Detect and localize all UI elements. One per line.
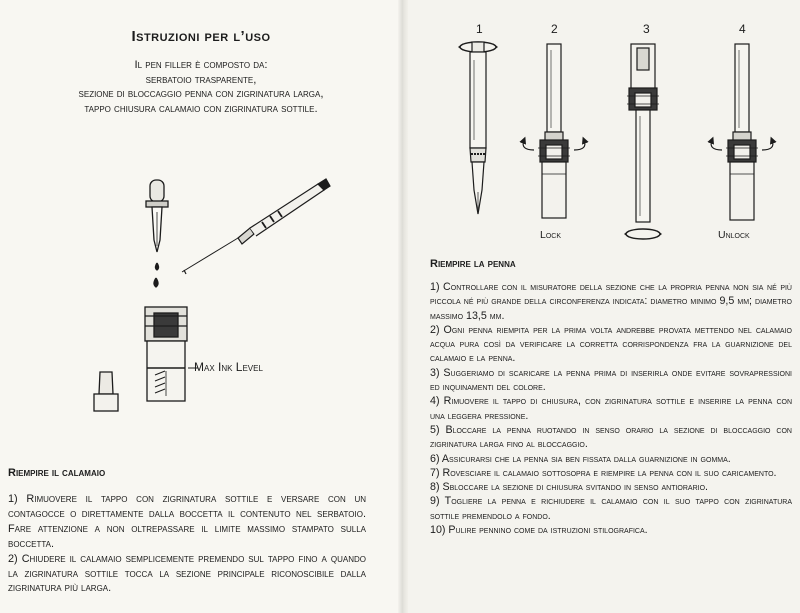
step-number: 2 (551, 22, 558, 36)
unlock-label: Unlock (718, 229, 750, 241)
penna-steps (430, 280, 792, 537)
list-item: 2) Ogni penna riempita per la prima volta andrebbe provata mettendo nel calamaio acqua pura così da verificare la corretta corrispondenza fra la guarnizione del calamaio e la penna. (430, 323, 792, 365)
list-item: 6) Assicurarsi che la penna sia ben fissata dalla guarnizione in gomma. (430, 452, 731, 465)
step-2-insert-icon (523, 44, 585, 218)
list-item: 1) Rimuovere il tappo con zigrinatura sottile e versare con un contagocce o direttamente dalla boccetta il contenuto nel serbatoio. Fare attenzione a non oltrepassare il limite massimo stampato sulla boccetta. (8, 493, 366, 550)
step-1-pen-icon (459, 42, 497, 214)
list-item: 3) Suggeriamo di scaricare la penna prima di inserirla onde evitare sovrapressioni ed inquinamenti del colore. (430, 366, 792, 394)
intro-line: serbatoio trasparente, (145, 73, 257, 86)
penna-section-title: Riempire la penna (430, 258, 516, 270)
step-4-unlock-icon (711, 44, 773, 220)
pen-filler-steps-illustration (0, 0, 800, 250)
intro-line: Il pen filler è composto da: (134, 59, 268, 71)
list-item: 5) Bloccare la penna ruotando in senso orario la sezione di bloccaggio con zigrinatura larga fino al bloccaggio. (430, 423, 792, 451)
max-ink-level-label: Max Ink Level (194, 360, 263, 374)
step-number: 1 (476, 22, 483, 36)
calamaio-steps (8, 492, 366, 596)
step-number: 3 (643, 22, 650, 36)
list-item: 4) Rimuovere il tappo di chiusura, con zigrinatura sottile e inserire la penna con una leggera pressione. (430, 395, 792, 422)
page-title: Istruzioni per l’uso (131, 28, 271, 45)
list-item: 9) Togliere la penna e richiudere il calamaio con il suo tappo con zigrinatura sottile premendolo a fondo. (430, 495, 792, 522)
intro-line: tappo chiusura calamaio con zigrinatura sottile. (84, 102, 318, 115)
calamaio-cap-icon (94, 372, 118, 411)
step-number: 4 (739, 22, 746, 36)
calamaio-section-title: Riempire il calamaio (8, 467, 106, 479)
list-item: 2) Chiudere il calamaio semplicemente premendo sul tappo fino a quando la zigrinatura sottile tocca la sezione principale riconoscibile dalla zigrinatura più larga. (8, 552, 366, 595)
intro-line: sezione di bloccaggio penna con zigrinatura larga, (78, 88, 324, 101)
lock-label: Lock (540, 229, 562, 241)
list-item: 8) Sbloccare la sezione di chiusura svitando in senso antiorario. (430, 481, 709, 494)
list-item: 1) Controllare con il misuratore della sezione che la propria penna non sia né più piccola né più grande della circonferenza indicata: diametro minimo 9,5 mm; diametro massimo 13,5 mm. (430, 281, 792, 322)
list-item: 10) Pulire pennino come da istruzioni stilografica. (430, 524, 648, 537)
list-item: 7) Rovesciare il calamaio sottosopra e riempire la penna con il suo caricamento. (430, 466, 777, 479)
step-3-invert-icon (625, 44, 661, 239)
filler-bottle-icon (145, 307, 198, 401)
